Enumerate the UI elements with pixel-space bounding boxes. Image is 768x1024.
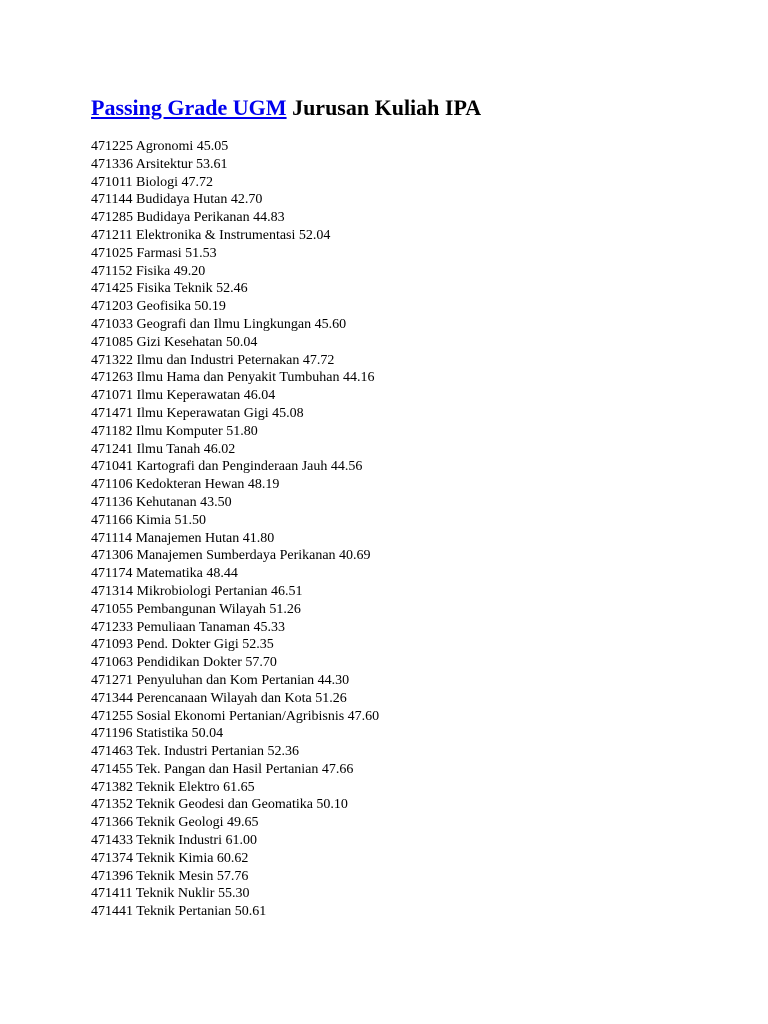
list-item: 471085 Gizi Kesehatan 50.04 — [91, 334, 258, 350]
list-item: 471063 Pendidikan Dokter 57.70 — [91, 655, 277, 671]
list-item: 471271 Penyuluhan dan Kom Pertanian 44.30 — [91, 672, 350, 688]
list-item: 471241 Ilmu Tanah 46.02 — [91, 441, 236, 457]
page-title-rest: Jurusan Kuliah IPA — [292, 95, 482, 120]
list-item: 471196 Statistika 50.04 — [91, 726, 224, 742]
list-item: 471025 Farmasi 51.53 — [91, 245, 217, 261]
list-item: 471336 Arsitektur 53.61 — [91, 156, 228, 172]
list-item: 471166 Kimia 51.50 — [91, 512, 206, 528]
list-item: 471055 Pembangunan Wilayah 51.26 — [91, 601, 301, 617]
list-item: 471174 Matematika 48.44 — [91, 566, 238, 582]
passing-grade-ugm-link[interactable]: Passing Grade UGM — [91, 95, 287, 120]
list-item: 471182 Ilmu Komputer 51.80 — [91, 423, 258, 439]
list-item: 471093 Pend. Dokter Gigi 52.35 — [91, 637, 274, 653]
list-item: 471322 Ilmu dan Industri Peternakan 47.72 — [91, 352, 335, 368]
list-item: 471225 Agronomi 45.05 — [91, 139, 229, 154]
passing-grade-list — [91, 138, 379, 921]
list-item: 471152 Fisika 49.20 — [91, 263, 206, 279]
list-item: 471374 Teknik Kimia 60.62 — [91, 850, 249, 866]
list-item: 471396 Teknik Mesin 57.76 — [91, 868, 249, 884]
list-item: 471263 Ilmu Hama dan Penyakit Tumbuhan 44.16 — [91, 370, 375, 386]
list-item: 471011 Biologi 47.72 — [91, 174, 213, 190]
list-item: 471211 Elektronika & Instrumentasi 52.04 — [91, 227, 331, 243]
list-item: 471314 Mikrobiologi Pertanian 46.51 — [91, 583, 303, 599]
page-title — [91, 93, 481, 123]
list-item: 471233 Pemuliaan Tanaman 45.33 — [91, 619, 285, 635]
list-item: 471441 Teknik Pertanian 50.61 — [91, 904, 267, 920]
list-item: 471285 Budidaya Perikanan 44.83 — [91, 210, 285, 226]
list-item: 471433 Teknik Industri 61.00 — [91, 833, 257, 849]
list-item: 471041 Kartografi dan Penginderaan Jauh 44.56 — [91, 459, 363, 475]
list-item: 471344 Perencanaan Wilayah dan Kota 51.26 — [91, 690, 347, 706]
list-item: 471455 Tek. Pangan dan Hasil Pertanian 47.66 — [91, 761, 354, 777]
list-item: 471114 Manajemen Hutan 41.80 — [91, 530, 275, 546]
list-item: 471106 Kedokteran Hewan 48.19 — [91, 477, 280, 493]
list-item: 471136 Kehutanan 43.50 — [91, 494, 232, 510]
list-item: 471255 Sosial Ekonomi Pertanian/Agribisnis 47.60 — [91, 708, 380, 724]
list-item: 471366 Teknik Geologi 49.65 — [91, 815, 259, 831]
list-item: 471463 Tek. Industri Pertanian 52.36 — [91, 744, 299, 760]
list-item: 471144 Budidaya Hutan 42.70 — [91, 192, 263, 208]
list-item: 471071 Ilmu Keperawatan 46.04 — [91, 388, 276, 404]
list-item: 471203 Geofisika 50.19 — [91, 299, 226, 315]
list-item: 471033 Geografi dan Ilmu Lingkungan 45.60 — [91, 316, 347, 332]
list-item: 471382 Teknik Elektro 61.65 — [91, 779, 255, 795]
list-item: 471411 Teknik Nuklir 55.30 — [91, 886, 250, 902]
list-item: 471306 Manajemen Sumberdaya Perikanan 40.69 — [91, 548, 371, 564]
list-item: 471425 Fisika Teknik 52.46 — [91, 281, 248, 297]
list-item: 471352 Teknik Geodesi dan Geomatika 50.10 — [91, 797, 348, 813]
list-item: 471471 Ilmu Keperawatan Gigi 45.08 — [91, 405, 304, 421]
